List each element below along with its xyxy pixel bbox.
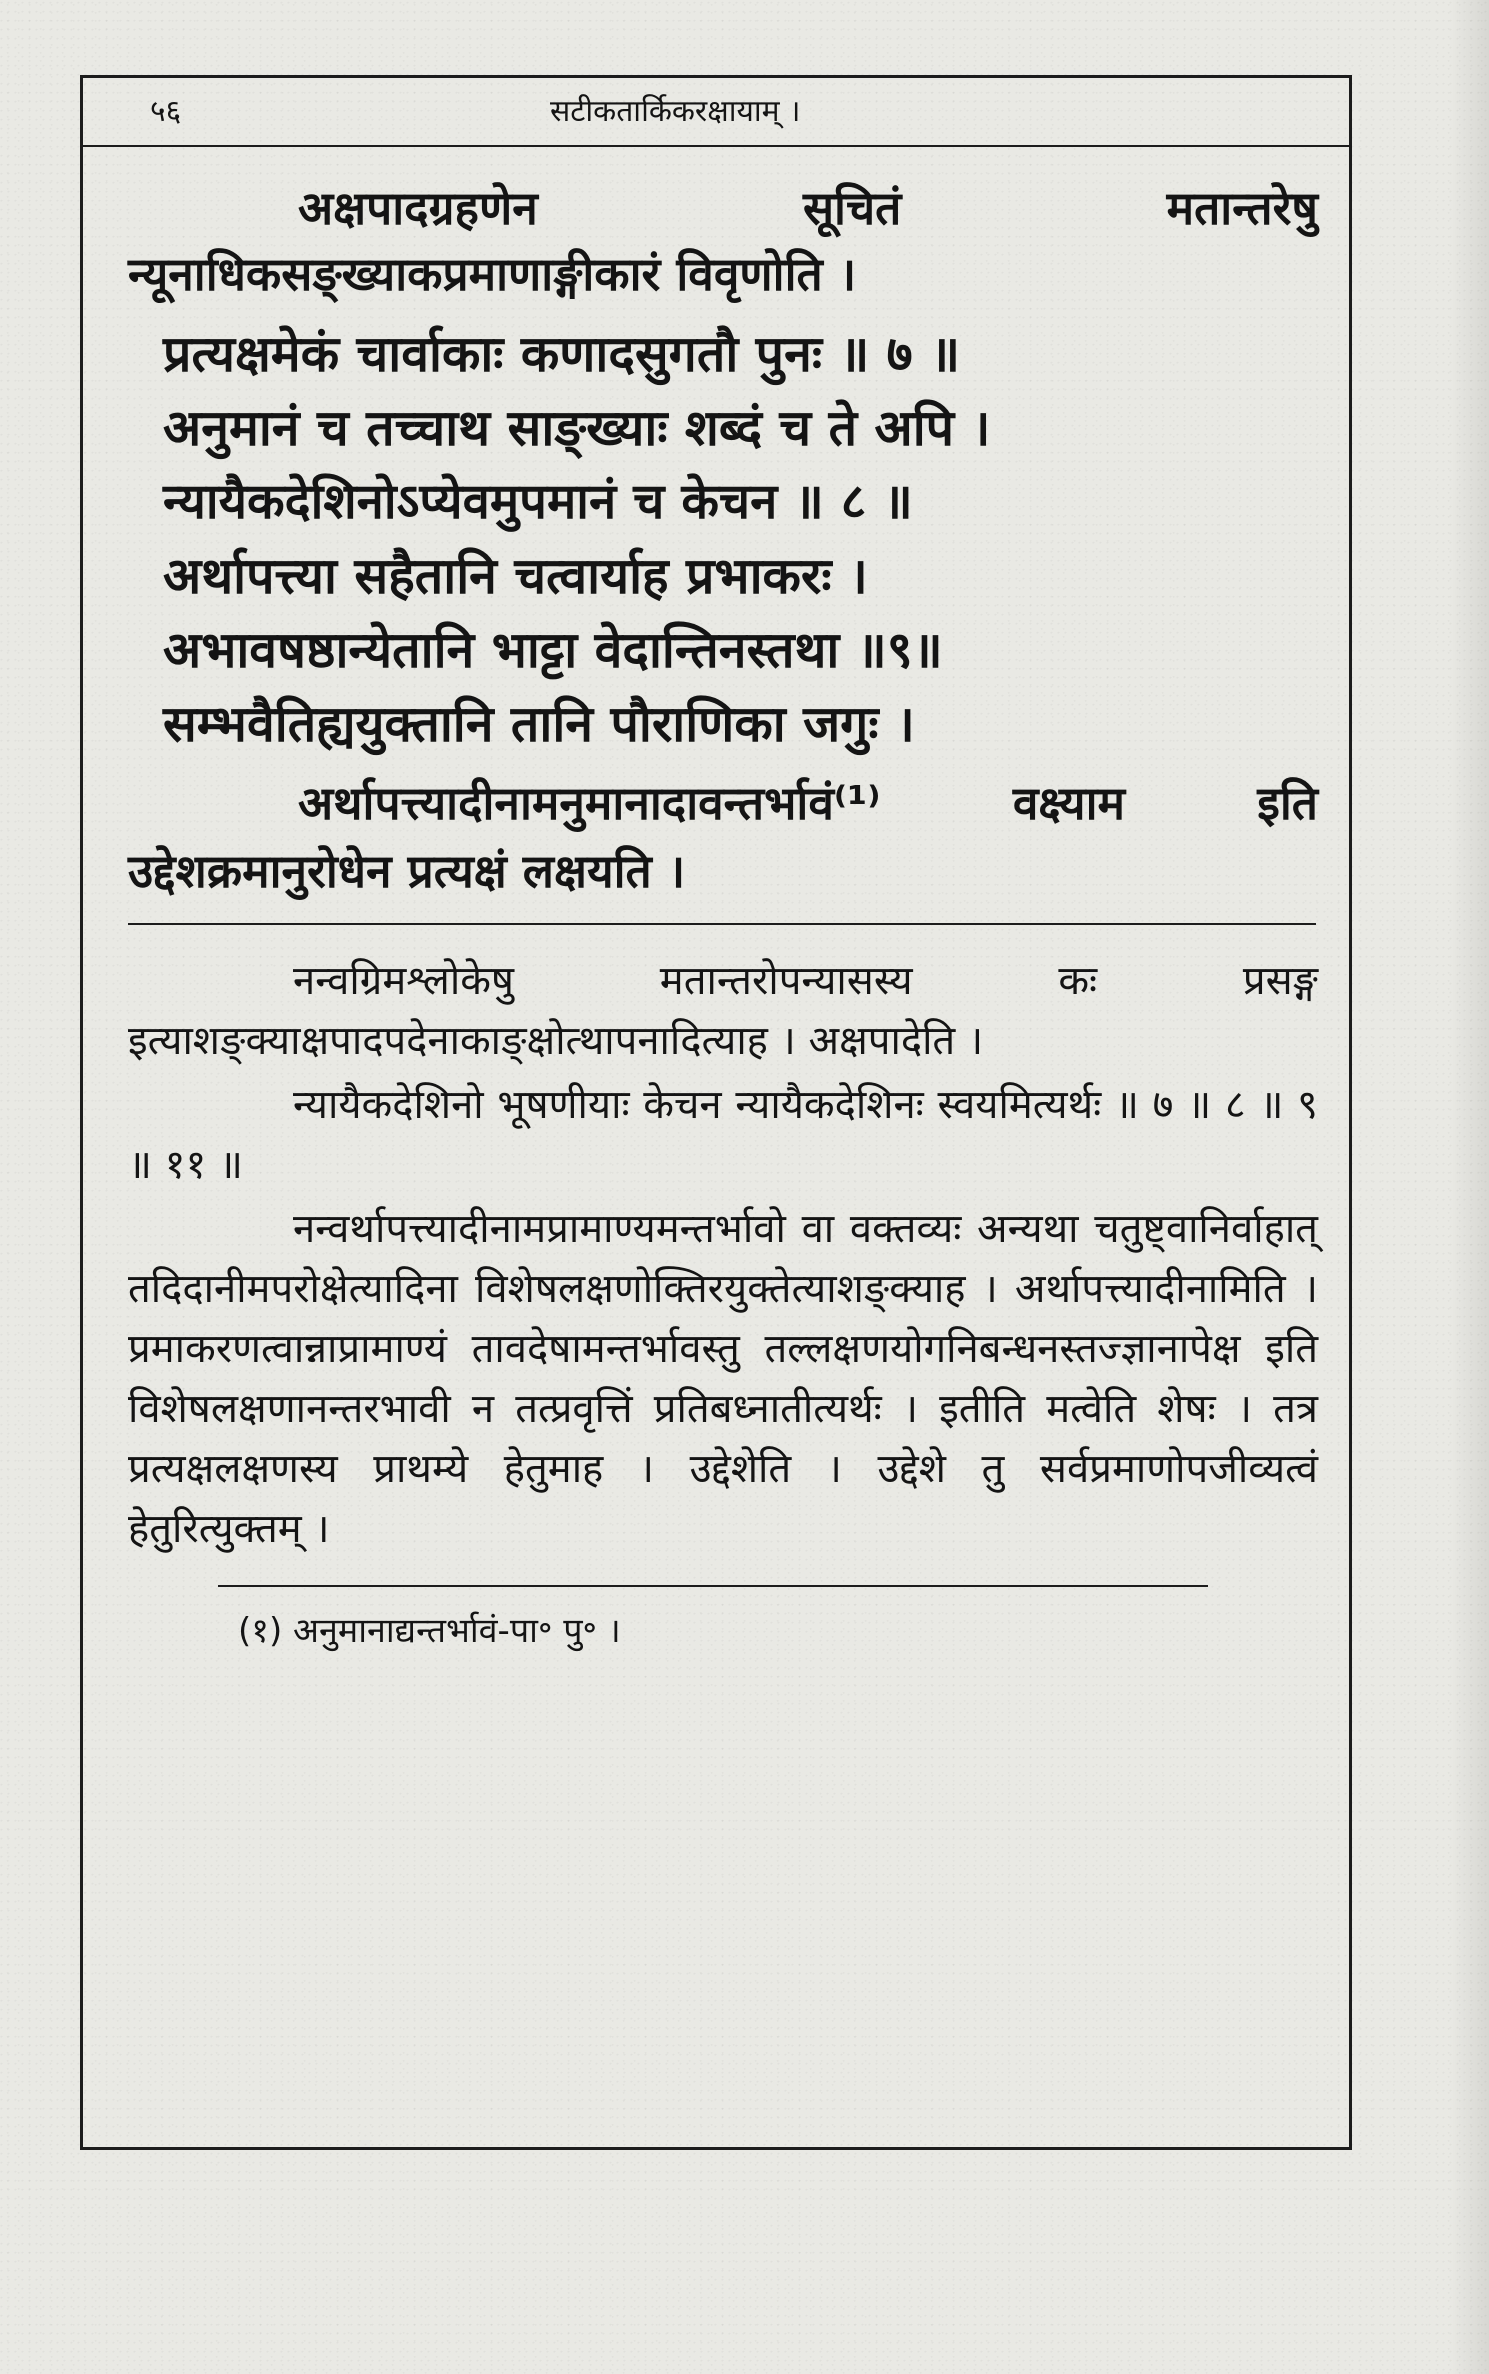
after-verse-paragraph: अर्थापत्त्यादीनामनुमानादावन्तर्भावं⁽¹⁾ वक्ष्याम इति उद्देशक्रमानुरोधेन प्रत्यक्षं लक्षयति । (128, 776, 1318, 898)
verse-line: अभावषष्ठान्येतानि भाट्टा वेदान्तिनस्तथा ॥९॥ (163, 621, 943, 679)
running-title: सटीकतार्किकरक्षायाम् । (550, 94, 801, 129)
page-content (128, 175, 1318, 1655)
book-spine-shadow (1449, 0, 1489, 2374)
running-header (80, 75, 1352, 147)
verse-line: अर्थापत्त्या सहैतानि चत्वार्याह प्रभाकरः । (163, 547, 868, 605)
commentary-divider (128, 923, 1316, 925)
intro-paragraph: अक्षपादग्रहणेन सूचितं मतान्तरेषु न्यूनाधिकसङ्ख्याकप्रमाणाङ्गीकारं विवृणोति । (128, 181, 1318, 301)
verse-block (128, 317, 1318, 761)
footnote-rule (218, 1585, 1208, 1587)
commentary-paragraph: नन्वग्रिमश्लोकेषु मतान्तरोपन्यासस्य कः प्रसङ्ग इत्याशङ्क्याक्षपादपदेनाकाङ्क्षोत्थापनादित्याह । अक्षपादेति । (128, 958, 1318, 1064)
footnote: (१) अनुमानाद्यन्तर्भावं-पा॰ पु॰ । (238, 1611, 621, 1651)
verse-line: न्यायैकदेशिनोऽप्येवमुपमानं च केचन ॥ ८ ॥ (163, 473, 913, 530)
commentary-paragraph: न्यायैकदेशिनो भूषणीयाः केचन न्यायैकदेशिनः स्वयमित्यर्थः ॥ ७ ॥ ८ ॥ ९ ॥ ११ ॥ (128, 1082, 1318, 1188)
verse-line: अनुमानं च तच्चाथ साङ्ख्याः शब्दं च ते अपि । (163, 399, 991, 457)
page-number: ५६ (150, 94, 182, 129)
verse-line: प्रत्यक्षमेकं चार्वाकाः कणादसुगतौ पुनः ॥ ७ ॥ (163, 325, 961, 383)
verse-line: सम्भवैतिह्ययुक्तानि तानि पौराणिका जगुः । (163, 695, 915, 753)
commentary-paragraph: नन्वर्थापत्त्यादीनामप्रामाण्यमन्तर्भावो वा वक्तव्यः अन्यथा चतुष्ट्वानिर्वाहात् तदिदानीमपरोक्षेत्यादिना विशेषलक्षणोक्तिरयुक्तेत्याशङ्क्याह । अर्थापत्त्यादीनामिति । प्रमाकरणत्वान्नाप्रामाण्यं तावदेषामन्तर्भावस्तु तल्लक्षणयोगनिबन्धनस्तज्ज्ञानापेक्ष इति विशेषलक्षणानन्तरभावी न तत्प्रवृत्तिं प्रतिबध्नातीत्यर्थः । इतीति मत्वेति शेषः । तत्र प्रत्यक्षलक्षणस्य प्राथम्ये हेतुमाह । उद्देशेति । उद्देशे तु सर्वप्रमाणोपजीव्यत्वं हेतुरित्युक्तम् । (128, 1206, 1318, 1552)
